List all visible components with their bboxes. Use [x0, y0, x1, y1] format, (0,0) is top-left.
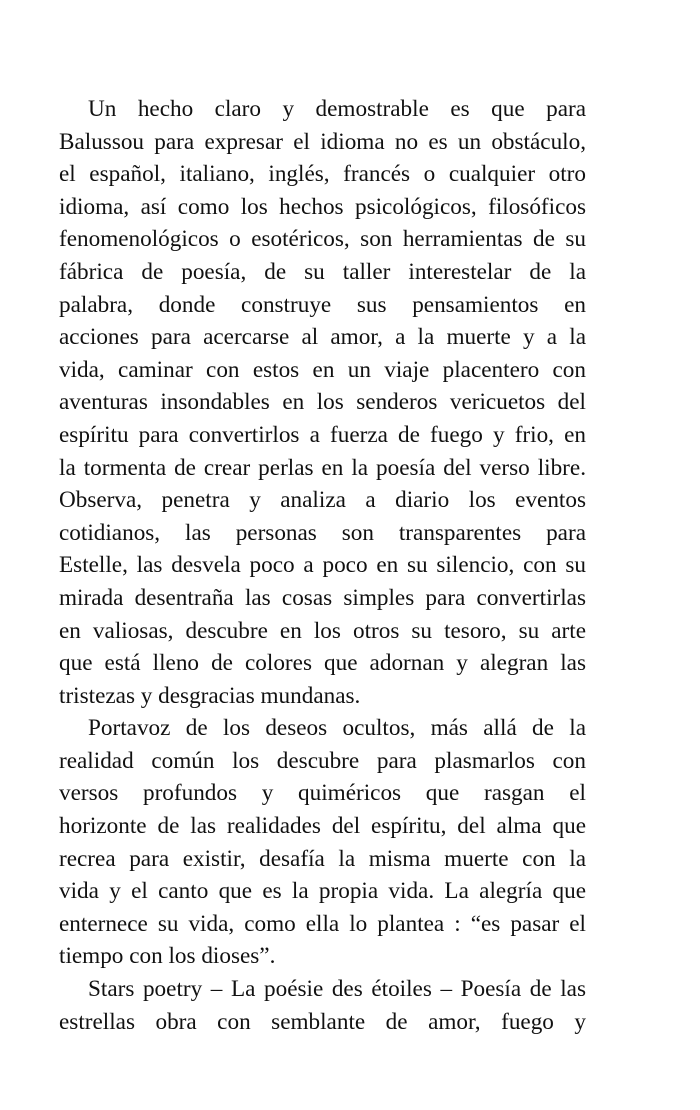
body-text: [59, 93, 586, 1038]
paragraph-2-line: enternece su vida, como ella lo plantea : “es pasar el: [59, 910, 586, 937]
paragraph-2-line: tiempo con los dioses”.: [59, 943, 276, 970]
paragraph-1-line: en valiosas, descubre en los otros su tesoro, su arte: [59, 617, 586, 644]
paragraph-1-line: palabra, donde construye sus pensamientos en: [59, 291, 586, 318]
paragraph-2-line: recrea para existir, desafía la misma muerte con la: [59, 845, 586, 872]
paragraph-1-line: mirada desentraña las cosas simples para convertirlas: [59, 584, 586, 611]
paragraph-2-line: Portavoz de los deseos ocultos, más allá de la: [88, 715, 586, 742]
paragraph-1-line: fenomenológicos o esotéricos, son herramientas de su: [59, 226, 586, 253]
paragraph-1-line: Observa, penetra y analiza a diario los eventos: [59, 487, 586, 514]
paragraph-1-line: Un hecho claro y demostrable es que para: [88, 96, 586, 122]
paragraph-1-line: Estelle, las desvela poco a poco en su silencio, con su: [59, 552, 586, 579]
paragraph-1-line: vida, caminar con estos en un viaje placentero con: [59, 356, 586, 383]
paragraph-3-line: estrellas obra con semblante de amor, fuego y: [59, 1008, 586, 1035]
paragraph-1-line: la tormenta de crear perlas en la poesía del verso libre.: [59, 454, 586, 481]
paragraph-2-line: horizonte de las realidades del espíritu, del alma que: [59, 813, 586, 840]
paragraph-1-line: el español, italiano, inglés, francés o cualquier otro: [59, 161, 586, 188]
paragraph-1-line: que está lleno de colores que adornan y alegran las: [59, 650, 586, 677]
paragraph-1-line: acciones para acercarse al amor, a la muerte y a la: [59, 324, 586, 351]
paragraph-2-line: vida y el canto que es la propia vida. La alegría que: [59, 878, 586, 905]
paragraph-1-line: cotidianos, las personas son transparentes para: [59, 519, 586, 546]
paragraph-2-line: versos profundos y quiméricos que rasgan el: [59, 780, 586, 807]
paragraph-3-line: Stars poetry – La poésie des étoiles – Poesía de las: [88, 976, 586, 1003]
paragraph-1-line: aventuras insondables en los senderos vericuetos del: [59, 389, 586, 416]
paragraph-1-line: tristezas y desgracias mundanas.: [59, 682, 361, 709]
paragraph-1-line: fábrica de poesía, de su taller interestelar de la: [59, 258, 586, 285]
paragraph-2-line: realidad común los descubre para plasmarlos con: [59, 747, 586, 774]
paragraph-1-line: idioma, así como los hechos psicológicos, filosóficos: [59, 193, 586, 220]
paragraph-1-line: espíritu para convertirlos a fuerza de fuego y frio, en: [59, 421, 586, 448]
paragraph-1-line: Balussou para expresar el idioma no es un obstáculo,: [59, 128, 586, 155]
